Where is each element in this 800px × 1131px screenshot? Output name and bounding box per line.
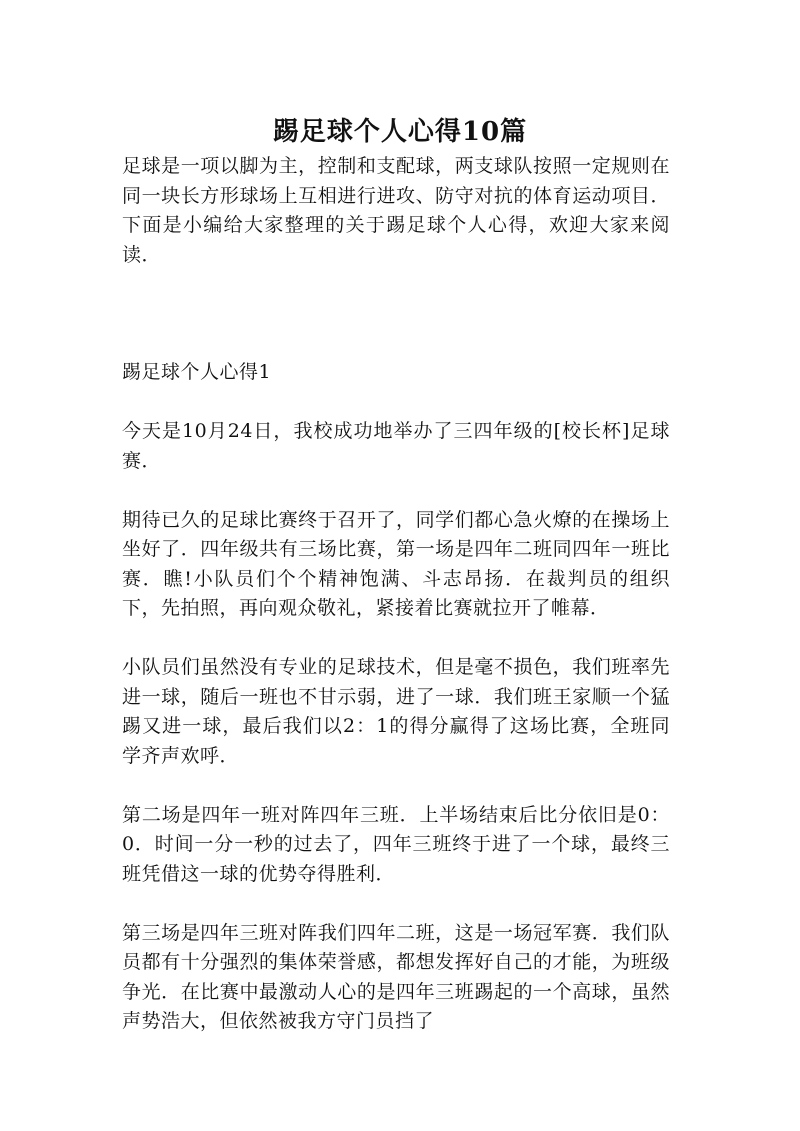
spacer <box>122 624 670 654</box>
page-title: 踢足球个人心得10篇 <box>272 117 528 147</box>
intro-paragraph: 足球是一项以脚为主，控制和支配球，两支球队按照一定规则在同一块长方形球场上互相进行进攻、防守对抗的体育运动项目．下面是小编给大家整理的关于踢足球个人心得，欢迎大家来阅读． <box>122 155 670 266</box>
body-paragraph: 今天是10月24日，我校成功地举办了三四年级的[校长杯]足球赛． <box>122 420 670 472</box>
document-body <box>122 152 670 1037</box>
body-paragraph: 第二场是四年一班对阵四年三班．上半场结束后比分依旧是0：0．时间一分一秒的过去了，四年三班终于进了一个球，最终三班凭借这一球的优势夺得胜利． <box>122 803 670 885</box>
spacer <box>122 771 670 801</box>
body-paragraph: 期待已久的足球比赛终于召开了，同学们都心急火燎的在操场上坐好了．四年级共有三场比赛，第一场是四年二班同四年一班比赛．瞧!小队员们个个精神饱满、斗志昂扬．在裁判员的组织下，先拍照，再向观众敬礼，紧接着比赛就拉开了帷幕． <box>122 508 670 619</box>
body-paragraph: 第三场是四年三班对阵我们四年二班，这是一场冠军赛．我们队员都有十分强烈的集体荣誉感，都想发挥好自己的才能，为班级争光．在比赛中最激动人心的是四年三班踢起的一个高球，虽然声势浩大，但依然被我方守门员挡了 <box>122 921 670 1032</box>
section-heading: 踢足球个人心得1 <box>122 361 272 383</box>
spacer <box>122 476 670 506</box>
body-paragraph: 小队员们虽然没有专业的足球技术，但是毫不损色，我们班率先进一球，随后一班也不甘示弱，进了一球．我们班王家顺一个猛踢又进一球，最后我们以2：1的得分赢得了这场比赛，全班同学齐声欢呼． <box>122 656 670 767</box>
spacer <box>122 889 670 919</box>
spacer <box>122 270 670 358</box>
spacer <box>122 388 670 418</box>
